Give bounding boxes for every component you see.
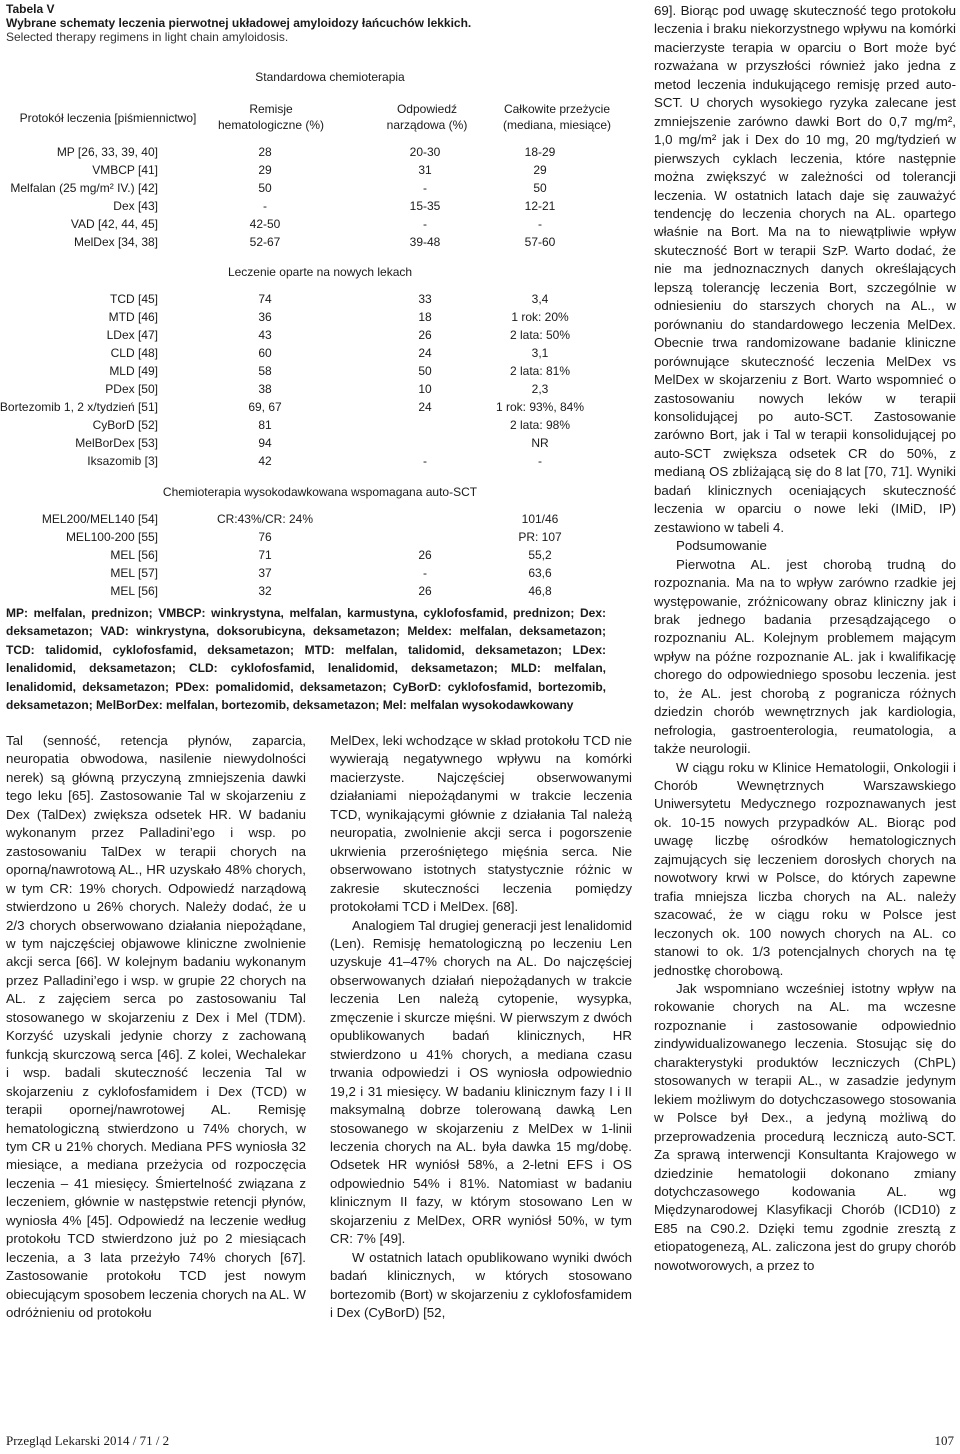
cell-protocol: CLD [48] [110, 346, 158, 360]
cell-overall-survival: 101/46 [521, 512, 559, 526]
cell-protocol: MTD [46] [108, 310, 158, 324]
cell-overall-survival: 1 rok: 93%, 84% [495, 400, 585, 414]
cell-protocol: MLD [49] [109, 364, 158, 378]
cell-overall-survival: 46,8 [528, 584, 552, 598]
cell-hematologic-remission: 50 [258, 181, 272, 195]
paragraph: W ciągu roku w Klinice Hematologii, Onkologii i Chorób Wewnętrznych Warszawskiego Uniwersytetu Medycznego rozpoznawanych jest ok. 10-15 nowych przypadków AL. Biorąc pod uwagę liczbę ośrodków hematologicznych zajmujących się leczeniem dorosłych chorych na nowotwory krwi w Polsce, do których zapewne trafia mniejsza liczba chorych na AL. należy szacować, że w ciągu roku w Polsce jest leczonych ok. 100 nowych chorych na AL. co stanowi to ok. 1/3 potencjalnych chorych na tę jednostkę chorobową. [654, 759, 956, 978]
cell-overall-survival: 2 lata: 50% [509, 328, 571, 342]
cell-overall-survival: 12-21 [524, 199, 556, 213]
table-section-title: Leczenie oparte na nowych lekach [227, 265, 413, 279]
paragraph: 69]. Biorąc pod uwagę skuteczność tego protokołu leczenia i braku niekorzystnego wpływu na komórki macierzyste terapia w oparciu o Bort może być rozważana w przyszłości również jako jedna z metod leczenia indukującego remisję przed auto-SCT. U chorych wysokiego ryzyka zalecane jest zmniejszenie zarówno dawki Bort do 0,7 mg/m², 1,0 mg/m² jak i Dex do 10 mg, 20 mg/tydzień w pierwszych cyklach leczenia, które następnie można zwiększyć w zależności od tolerancji leczenia. W ostatnich latach daje się zauważyć tendencję do leczenia chorych na AL. opartego właśnie na Bort. Ma na to niewątpliwie wpływ skuteczność Bort w terapii SzP. Warto dodać, że nie ma jednoznacznych danych określających lepszą tolerancję leczenia Bort, szczególnie w odniesieniu do starszych chorych na AL., w porównaniu do standardowego leczenia MelDex. Obecnie trwa randomizowane badanie kliniczne porównujące skuteczność leczenia MelDex vs MelDex w skojarzeniu z Bort. Warto wspomnieć o zastosowaniu nowych leków w terapii konsolidującej po auto-SCT. Zastosowanie zarówno Bort, jak i Tal w terapii konsolidującej po auto-SCT zwiększa odsetek CR do 50%, z medianą OS zbliżającą się do 8 lat [70, 71]. Wyniki badań klinicznych oceniających skuteczność leczenia w oparciu o nowe leki (IMiD, IP) zestawiono w tabeli 4. [654, 3, 956, 535]
table-row [0, 416, 610, 434]
cell-hematologic-remission: 29 [258, 163, 272, 177]
cell-overall-survival: - [538, 217, 542, 231]
table-row [0, 326, 610, 344]
table-title-pl: Wybrane schematy leczenia pierwotnej układowej amyloidozy łańcuchów lekkich. [6, 16, 472, 30]
cell-protocol: MelDex [34, 38] [73, 235, 158, 249]
cell-organ-response: 50 [418, 364, 432, 378]
table-section-title: Chemioterapia wysokodawkowana wspomagana auto-SCT [162, 485, 478, 499]
cell-overall-survival: 2,3 [531, 382, 549, 396]
cell-hematologic-remission: 42 [258, 454, 272, 468]
table-group-header: Standardowa chemioterapia [255, 70, 405, 84]
journal-footer: Przegląd Lekarski 2014 / 71 / 2 [6, 1433, 170, 1448]
table-footnote: MP: melfalan, prednizon; VMBCP: winkrystyna, melfalan, karmustyna, cyklofosfamid, prednizon; Dex: deksametazon; VAD: winkrystyna, doksorubicyna, deksametazon; Meldex: melfalan, deksametazon; TCD: talidomid, cyklofosfamid, deksametazon; MTD: melfalan, talidomid, deksametazon; LDex: lenalidomid, deksametazon; CLD: cyklofosfamid, lenalidomid, deksametazon; MLD: melfalan, lenalidomid, deksametazon; PDex: pomalidomid, deksametazon; CyBorD: cyklofosfamid, bortezomib, deksametazon; MelBorDex: melfalan, bortezomib, deksametazon; Mel: melfalan wysokodawkowany [6, 606, 606, 713]
cell-hematologic-remission: 71 [258, 548, 272, 562]
col-header-hematologic-remission: Remisje hematologiczne (%) [217, 102, 325, 132]
cell-overall-survival: 29 [533, 163, 547, 177]
cell-organ-response: - [423, 217, 427, 231]
cell-hematologic-remission: 32 [258, 584, 272, 598]
cell-protocol: MEL200/MEL140 [54] [41, 512, 158, 526]
table-row [0, 197, 610, 215]
cell-protocol: MelBorDex [53] [75, 436, 158, 450]
cell-hematologic-remission: 38 [258, 382, 272, 396]
paragraph: W ostatnich latach opublikowano wyniki dwóch badań klinicznych, w których stosowano bortezomib (Bort) w skojarzeniu z cyklofosfamidem i Dex (CyBorD) [52, [330, 1249, 632, 1321]
table-row [0, 510, 610, 528]
cell-organ-response: - [423, 454, 427, 468]
cell-organ-response: 20-30 [409, 145, 441, 159]
cell-protocol: CyBorD [52] [92, 418, 158, 432]
col-header-overall-survival: Całkowite przeżycie (mediana, miesiące) [502, 102, 612, 132]
cell-hematologic-remission: 94 [258, 436, 272, 450]
section-heading: Podsumowanie [676, 538, 767, 554]
col-header-organ-response: Odpowiedź narządowa (%) [386, 102, 468, 132]
table-row [0, 528, 610, 546]
cell-organ-response: 39-48 [409, 235, 441, 249]
paragraph: Jak wspomniano wcześniej istotny wpływ na rokowanie chorych na AL. ma wczesne rozpoznanie i zastosowanie odpowiednio zindywidualizowanego leczenia. Stosując się do charakterystyki produktów leczniczych (ChPL) stosowanych w terapii AL., w zasadzie jedynym lekiem możliwym do dotychczasowego stosowania w Polsce był Dex., a jedyną możliwą do przeprowadzenia procedurą leczniczą auto-SCT. Za sprawą interwencji Konsultanta Krajowego w dziedzinie hematologii dokonano zmiany dotychczasowego kodowania AL. wg Międzynarodowej Klasyfikacji Chorób (ICD10) z E85 na C90.2. Dzięki temu zgodnie zresztą z etiopatogenezą, AL. zaliczona jest do grupy chorób nowotworowych, a przez to [654, 981, 956, 1273]
table-row [0, 564, 610, 582]
text-column-middle [330, 732, 632, 1323]
cell-overall-survival: 63,6 [528, 566, 552, 580]
table-row [0, 233, 610, 251]
page-number: 107 [934, 1433, 954, 1448]
text-column-right [654, 2, 956, 1275]
cell-overall-survival: 18-29 [524, 145, 556, 159]
cell-overall-survival: NR [531, 436, 549, 450]
cell-protocol: MP [26, 33, 39, 40] [56, 145, 158, 159]
table-row [0, 161, 610, 179]
cell-hematologic-remission: - [263, 199, 267, 213]
table-row [0, 546, 610, 564]
table-row [0, 290, 610, 308]
col-header-protocol: Protokół leczenia [piśmiennictwo] [19, 111, 197, 125]
paragraph: Pierwotna AL. jest chorobą trudną do rozpoznania. Ma na to wpływ zarówno rzadkie jej występowanie, zróżnicowany obraz kliniczny jak i brak jednego badania przesądzającego o rozpoznaniu AL. Kolejnym problemem mającym wpływ na późne rozpoznanie AL. jak i kwalifikację chorego do odpowiedniego sposobu leczenia. jest to, że AL. jest chorobą z pogranicza różnych dziedzin chorób wewnętrznych jak kardiologia, nefrologia, gastroenterologia, reumatologia, a także neurologii. [654, 556, 956, 757]
cell-overall-survival: - [538, 454, 542, 468]
cell-organ-response: 26 [418, 328, 432, 342]
cell-hematologic-remission: 60 [258, 346, 272, 360]
cell-organ-response: - [423, 566, 427, 580]
cell-hematologic-remission: 37 [258, 566, 272, 580]
cell-overall-survival: 55,2 [528, 548, 552, 562]
cell-protocol: Melfalan (25 mg/m² IV.) [42] [10, 181, 158, 195]
cell-overall-survival: 50 [533, 181, 547, 195]
cell-hematologic-remission: 42-50 [249, 217, 281, 231]
cell-hematologic-remission: 81 [258, 418, 272, 432]
cell-organ-response: 26 [418, 548, 432, 562]
cell-protocol: Dex [43] [113, 199, 158, 213]
cell-hematologic-remission: 76 [258, 530, 272, 544]
text-column-left [6, 732, 306, 1323]
table-title-en: Selected therapy regimens in light chain amyloidosis. [6, 30, 289, 44]
cell-overall-survival: 3,1 [531, 346, 549, 360]
regimens-table [0, 0, 620, 600]
cell-organ-response: 33 [418, 292, 432, 306]
cell-protocol: MEL100-200 [55] [65, 530, 158, 544]
cell-organ-response: 24 [418, 400, 432, 414]
table-row [0, 215, 610, 233]
cell-protocol: PDex [50] [105, 382, 158, 396]
cell-organ-response: 31 [418, 163, 432, 177]
table-number: Tabela V [6, 2, 55, 16]
cell-overall-survival: 1 rok: 20% [511, 310, 569, 324]
cell-protocol: TCD [45] [109, 292, 158, 306]
cell-protocol: Iksazomib [3] [87, 454, 158, 468]
cell-organ-response: 26 [418, 584, 432, 598]
cell-hematologic-remission: 69, 67 [248, 400, 282, 414]
table-row [0, 344, 610, 362]
table-row [0, 582, 610, 600]
table-row [0, 434, 610, 452]
cell-hematologic-remission: 36 [258, 310, 272, 324]
cell-organ-response: 15-35 [409, 199, 441, 213]
cell-organ-response: - [423, 181, 427, 195]
cell-organ-response: 24 [418, 346, 432, 360]
cell-protocol: VAD [42, 44, 45] [70, 217, 158, 231]
cell-hematologic-remission: CR:43%/CR: 24% [216, 512, 314, 526]
table-row [0, 398, 610, 416]
table-row [0, 362, 610, 380]
cell-overall-survival: 57-60 [524, 235, 556, 249]
cell-protocol: VMBCP [41] [92, 163, 158, 177]
paragraph: MelDex, leki wchodzące w skład protokołu TCD nie wywierają negatywnego wpływu na komórki macierzyste. Najczęściej obserwowanymi działaniami niepożądanymi w trakcie leczenia TCD, wynikającymi głównie z działania Tal należą neuropatia, zwolnienie akcji serca i pogorszenie ukrwienia przerośniętego mięśnia serca. Nie obserwowano istotnych statystycznie różnic w zakresie skuteczności leczenia pomiędzy protokołami TCD i MelDex. [68]. [330, 733, 632, 915]
cell-hematologic-remission: 43 [258, 328, 272, 342]
cell-hematologic-remission: 74 [258, 292, 272, 306]
cell-protocol: Bortezomib 1, 2 x/tydzień [51] [0, 400, 158, 414]
table-row [0, 380, 610, 398]
paragraph: Tal (senność, retencja płynów, zaparcia, neuropatia obwodowa, nasilenie niewydolności nerek) są główną przyczyną zmniejszenia dawki tego leku [65]. Zastosowanie Tal w skojarzeniu z Dex (TalDex) zwiększa odsetek HR. W badaniu wykonanym przez Palladini’ego i wsp. po zastosowaniu TalDex w terapii chorych na oporną/nawrotową AL., HR uzyskało 48% chorych, w tym CR: 19% chorych. Odpowiedź narządową stwierdzono u 26% chorych. Należy dodać, że u 2/3 chorych obserwowano działania niepożądane, w tym najczęściej objawowe kliniczne zwolnienie akcji serca [66]. W kolejnym badaniu wykonanym przez Palladini’ego i wsp. w grupie 22 chorych na AL. z zajęciem serca po zastosowaniu Tal stosowanego w skojarzeniu z Dex i Mel (TDM). Korzyść uzyskali jedynie chorzy z zachowaną funkcją skurczową serca [46]. Z kolei, Wechalekar i wsp. badali skuteczność leczenia Tal w skojarzeniu z cyklofosfamidem i Dex (TCD) w terapii opornej/nawrotowej AL. Remisję hematologiczną stwierdzono u 74% chorych, w tym CR u 21% chorych. Mediana PFS wyniosła 32 miesiące, a mediana przeżycia od rozpoczęcia leczenia – 41 miesięcy. Śmiertelność związana z leczeniem, głównie w następstwie retencji płynów, wyniosła 4% [45]. Odpowiedź na leczenie według protokołu TCD stwierdzono już po 2 miesiącach leczenia, a 3 lata przeżyło 74% chorych [67]. Zastosowanie protokołu TCD jest nowym obiecującym sposobem leczenia chorych na AL. W odróżnieniu od protokołu [6, 733, 306, 1321]
cell-hematologic-remission: 52-67 [249, 235, 281, 249]
cell-overall-survival: PR: 107 [518, 530, 562, 544]
table-row [0, 179, 610, 197]
cell-protocol: MEL [57] [110, 566, 158, 580]
cell-overall-survival: 2 lata: 98% [509, 418, 571, 432]
cell-organ-response: 18 [418, 310, 432, 324]
cell-organ-response: 10 [418, 382, 432, 396]
cell-protocol: LDex [47] [106, 328, 158, 342]
table-row [0, 452, 610, 470]
table-row [0, 308, 610, 326]
cell-hematologic-remission: 58 [258, 364, 272, 378]
cell-protocol: MEL [56] [110, 584, 158, 598]
cell-hematologic-remission: 28 [258, 145, 272, 159]
cell-overall-survival: 2 lata: 81% [509, 364, 571, 378]
cell-overall-survival: 3,4 [531, 292, 549, 306]
paragraph: Analogiem Tal drugiej generacji jest lenalidomid (Len). Remisję hematologiczną po leczeniu Len uzyskuje 41–47% chorych na AL. Do najczęściej obserwowanych działań niepożądanych w trakcie leczenia Len należą cytopenie, wysypka, zmęczenie i skurcze mięśni. W pierwszym z dwóch opublikowanych badań klinicznych, HR stwierdzono u 41% chorych, a mediana czasu trwania odpowiedzi i OS wyniosła odpowiednio 19,2 i 31 miesięcy. W badaniu klinicznym fazy I i II maksymalną dobrze tolerowaną dawką Len stosowanego w skojarzeniu z MelDex w 1-linii leczenia chorych na AL. była dawka 15 mg/dobę. Odsetek HR wyniósł 58%, a 2-letni EFS i OS odpowiednio 54% i 81%. Natomiast w badaniu klinicznym II fazy, w którym stosowano Len w skojarzeniu z MelDex, ORR wyniósł 50%, w tym CR: 7% [49]. [330, 917, 632, 1247]
cell-protocol: MEL [56] [110, 548, 158, 562]
table-row [0, 143, 610, 161]
